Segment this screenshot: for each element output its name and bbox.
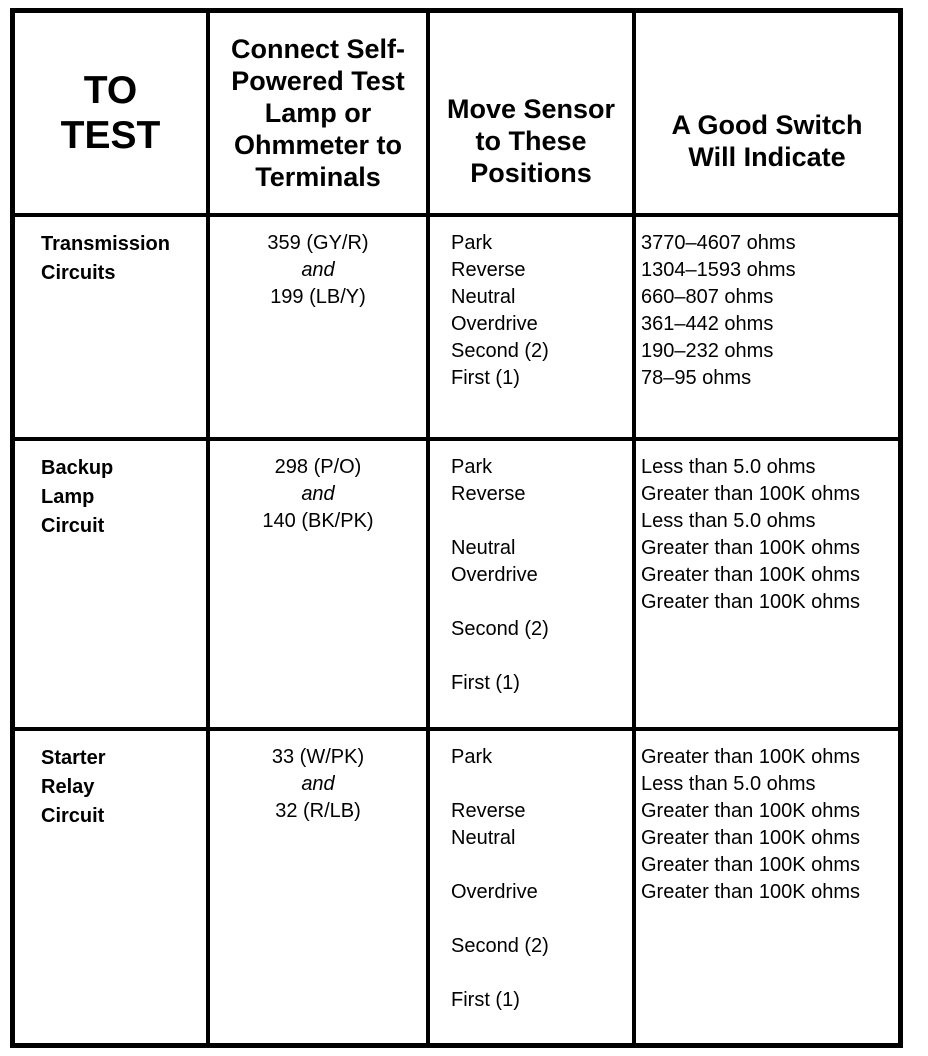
position-item [451,852,631,879]
terminals-starter-relay: 33 (W/PK) and 32 (R/LB) [271,746,365,822]
results-transmission [641,230,899,392]
results-starter-relay [641,744,899,906]
position-item: Neutral [451,827,516,849]
result-item: Less than 5.0 ohms [641,773,816,795]
position-item: Second (2) [451,618,549,640]
result-item: Greater than 100K ohms [641,827,861,849]
row-divider [15,727,898,731]
position-item [451,906,631,933]
position-item: Park [451,456,493,478]
row-divider [15,437,898,441]
result-item: Greater than 100K ohms [641,854,861,876]
result-item: Greater than 100K ohms [641,800,861,822]
position-item: Overdrive [451,881,538,903]
position-item: Reverse [451,483,526,505]
result-item: Less than 5.0 ohms [641,456,816,478]
result-item: Greater than 100K ohms [641,483,861,505]
header-to-test: TO TEST [60,69,161,157]
row-divider [15,213,898,217]
position-item: First (1) [451,672,520,694]
terminals-backup-lamp: 298 (P/O) and 140 (BK/PK) [262,456,374,532]
position-item [451,589,631,616]
row-label-starter-relay: Starter Relay Circuit [41,747,106,827]
position-item [451,960,631,987]
result-item: Greater than 100K ohms [641,746,861,768]
result-item: 361–442 ohms [641,313,774,335]
position-item: Park [451,232,493,254]
result-item: 3770–4607 ohms [641,232,796,254]
position-item: Park [451,746,493,768]
row-label-transmission: Transmission Circuits [41,233,170,284]
position-item: Second (2) [451,935,549,957]
header-connect-terminals: Connect Self- Powered Test Lamp or Ohmmeter to Terminals [230,34,405,192]
position-item: Overdrive [451,313,538,335]
result-item: 660–807 ohms [641,286,774,308]
result-item: Greater than 100K ohms [641,537,861,559]
row-label-backup-lamp: Backup Lamp Circuit [41,457,114,537]
position-item [451,643,631,670]
position-item: Neutral [451,537,516,559]
position-item: Overdrive [451,564,538,586]
result-item: Less than 5.0 ohms [641,510,816,532]
positions-transmission [451,230,631,392]
position-item: Neutral [451,286,516,308]
positions-starter-relay [451,744,631,1014]
result-item: 78–95 ohms [641,367,752,389]
switch-test-table [10,8,903,1048]
header-good-switch: A Good Switch Will Indicate [671,109,863,172]
result-item: Greater than 100K ohms [641,564,861,586]
terminals-transmission: 359 (GY/R) and 199 (LB/Y) [267,232,369,308]
position-item: Second (2) [451,340,549,362]
result-item: 1304–1593 ohms [641,259,796,281]
position-item: First (1) [451,989,520,1011]
position-item: Reverse [451,800,526,822]
position-item: First (1) [451,367,520,389]
position-item [451,508,631,535]
positions-backup-lamp [451,454,631,697]
position-item [451,771,631,798]
result-item: 190–232 ohms [641,340,774,362]
result-item: Greater than 100K ohms [641,881,861,903]
result-item: Greater than 100K ohms [641,591,861,613]
header-move-sensor: Move Sensor to These Positions [446,93,616,188]
position-item: Reverse [451,259,526,281]
results-backup-lamp [641,454,899,616]
